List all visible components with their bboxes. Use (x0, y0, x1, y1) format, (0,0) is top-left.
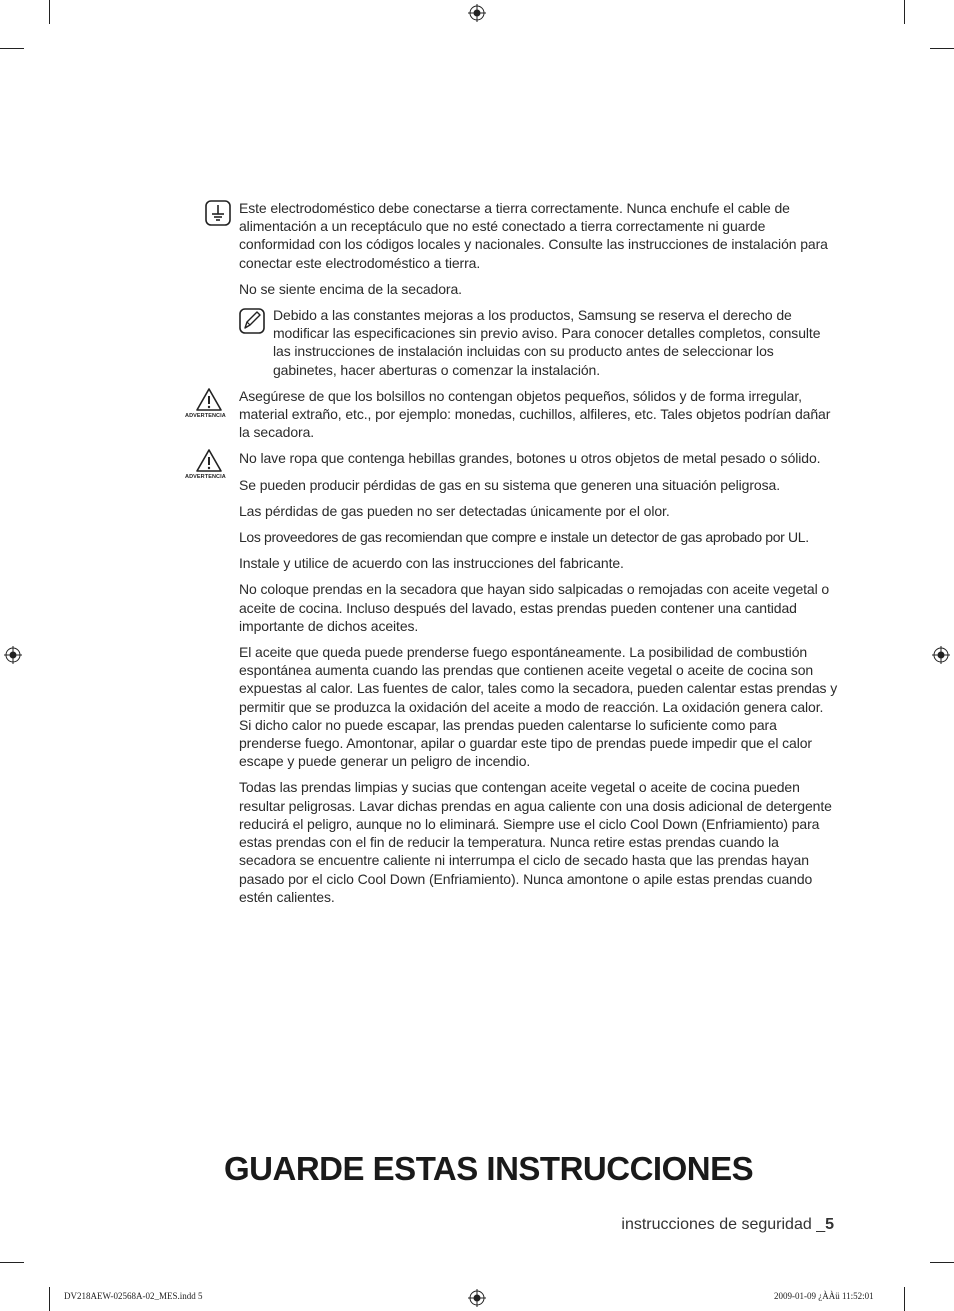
note-block (239, 306, 839, 379)
page-number: 5 (825, 1216, 834, 1233)
gas-paragraph: Los proveedores de gas recomiendan que compre e instale un detector de gas aprobado por UL. (239, 529, 809, 546)
page-footer (621, 1216, 834, 1234)
crop-mark (930, 1262, 954, 1263)
registration-mark-icon (468, 4, 486, 22)
oil-paragraph: El aceite que queda puede prenderse fuego espontáneamente. La posibilidad de combustión espontánea aumenta cuando las prendas que contienen aceite vegetal o aceite de cocina son expuestas al calor. Las fuentes de calor, tales como la secadora, pueden calentar estas prendas y permitir que se produzca la oxidación del aceite a modo de reacción. La oxidación genera calor. Si dicho calor no puede escapar, las prendas pueden calentarse lo suficiente como para prenderse fuego. Amontonar, apilar o guardar este tipo de prendas puede impedir que el calor escape y puede generar un peligro de incendio. (239, 644, 838, 770)
crop-mark (0, 48, 24, 49)
crop-mark (49, 0, 50, 24)
gas-paragraph: Se pueden producir pérdidas de gas en su sistema que generen una situación peligrosa. (239, 476, 780, 493)
warning-label: ADVERTENCIA (185, 474, 226, 480)
oil-paragraph: No coloque prendas en la secadora que hayan sido salpicadas o remojadas con aceite vegetal o aceite de cocina. Incluso después del lavado, estas prendas pueden contener una cantidad importante de dichos aceites. (239, 581, 830, 634)
file-slug: DV218AEW-02568A-02_MES.indd 5 (64, 1291, 203, 1301)
registration-mark-icon (468, 1289, 486, 1307)
warning-icon (195, 387, 223, 412)
crop-mark (904, 1287, 905, 1311)
crop-mark (930, 48, 954, 49)
no-sit-paragraph: No se siente encima de la secadora. (239, 280, 462, 297)
warning-paragraph: No lave ropa que contenga hebillas grandes, botones u otros objetos de metal pesado o sólido. (239, 450, 821, 467)
note-icon (239, 308, 265, 334)
note-paragraph: Debido a las constantes mejoras a los productos, Samsung se reserva el derecho de modificar las especificaciones sin previo aviso. Para conocer detalles completos, consulte las instrucciones de instalación incluidas con su producto antes de seleccionar los gabinetes, hacer aberturas o comenzar la instalación. (273, 307, 821, 378)
oil-paragraph: Todas las prendas limpias y sucias que contengan aceite vegetal o aceite de cocina pueden resultar peligrosas. Lavar dichas prendas en agua caliente con una dosis adicional de detergente reducirá el peligro, aunque no lo eliminará. Siempre use el ciclo Cool Down (Enfriamiento) para estas prendas con el fin de reducir la temperatura. Nunca retire estas prendas cuando la secadora se encuentre caliente ni interrumpa el ciclo de secado hasta que las prendas hayan pasado por el ciclo Cool Down (Enfriamiento). Nunca amontone o apile estas prendas cuando estén calientes. (239, 779, 832, 905)
safety-content (239, 199, 839, 914)
ground-icon (205, 200, 231, 226)
gas-paragraph: Las pérdidas de gas pueden no ser detectadas únicamente por el olor. (239, 502, 670, 519)
timestamp-slug: 2009-01-09 ¿ÀÀü 11:52:01 (774, 1291, 874, 1301)
registration-mark-icon (4, 646, 22, 664)
crop-mark (0, 1262, 24, 1263)
warning-icon (195, 448, 223, 473)
page-title: GUARDE ESTAS INSTRUCCIONES (224, 1150, 754, 1187)
gas-paragraph: Instale y utilice de acuerdo con las instrucciones del fabricante. (239, 555, 624, 572)
ground-paragraph: Este electrodoméstico debe conectarse a tierra correctamente. Nunca enchufe el cable de alimentación a un receptáculo que no esté conectado a tierra correctamente ni guarde conformidad con los códigos locales y nacionales. Consulte las instrucciones de instalación para conectar este electrodoméstico a tierra. (239, 200, 828, 271)
section-label: instrucciones de seguridad _ (621, 1216, 826, 1233)
crop-mark (49, 1287, 50, 1311)
warning-label: ADVERTENCIA (185, 413, 226, 419)
warning-paragraph: Asegúrese de que los bolsillos no contengan objetos pequeños, sólidos y de forma irregular, material extraño, etc., por ejemplo: monedas, cuchillos, alfileres, etc. Tales objetos podrían dañar la secadora. (239, 387, 831, 441)
registration-mark-icon (932, 646, 950, 664)
crop-mark (904, 0, 905, 24)
